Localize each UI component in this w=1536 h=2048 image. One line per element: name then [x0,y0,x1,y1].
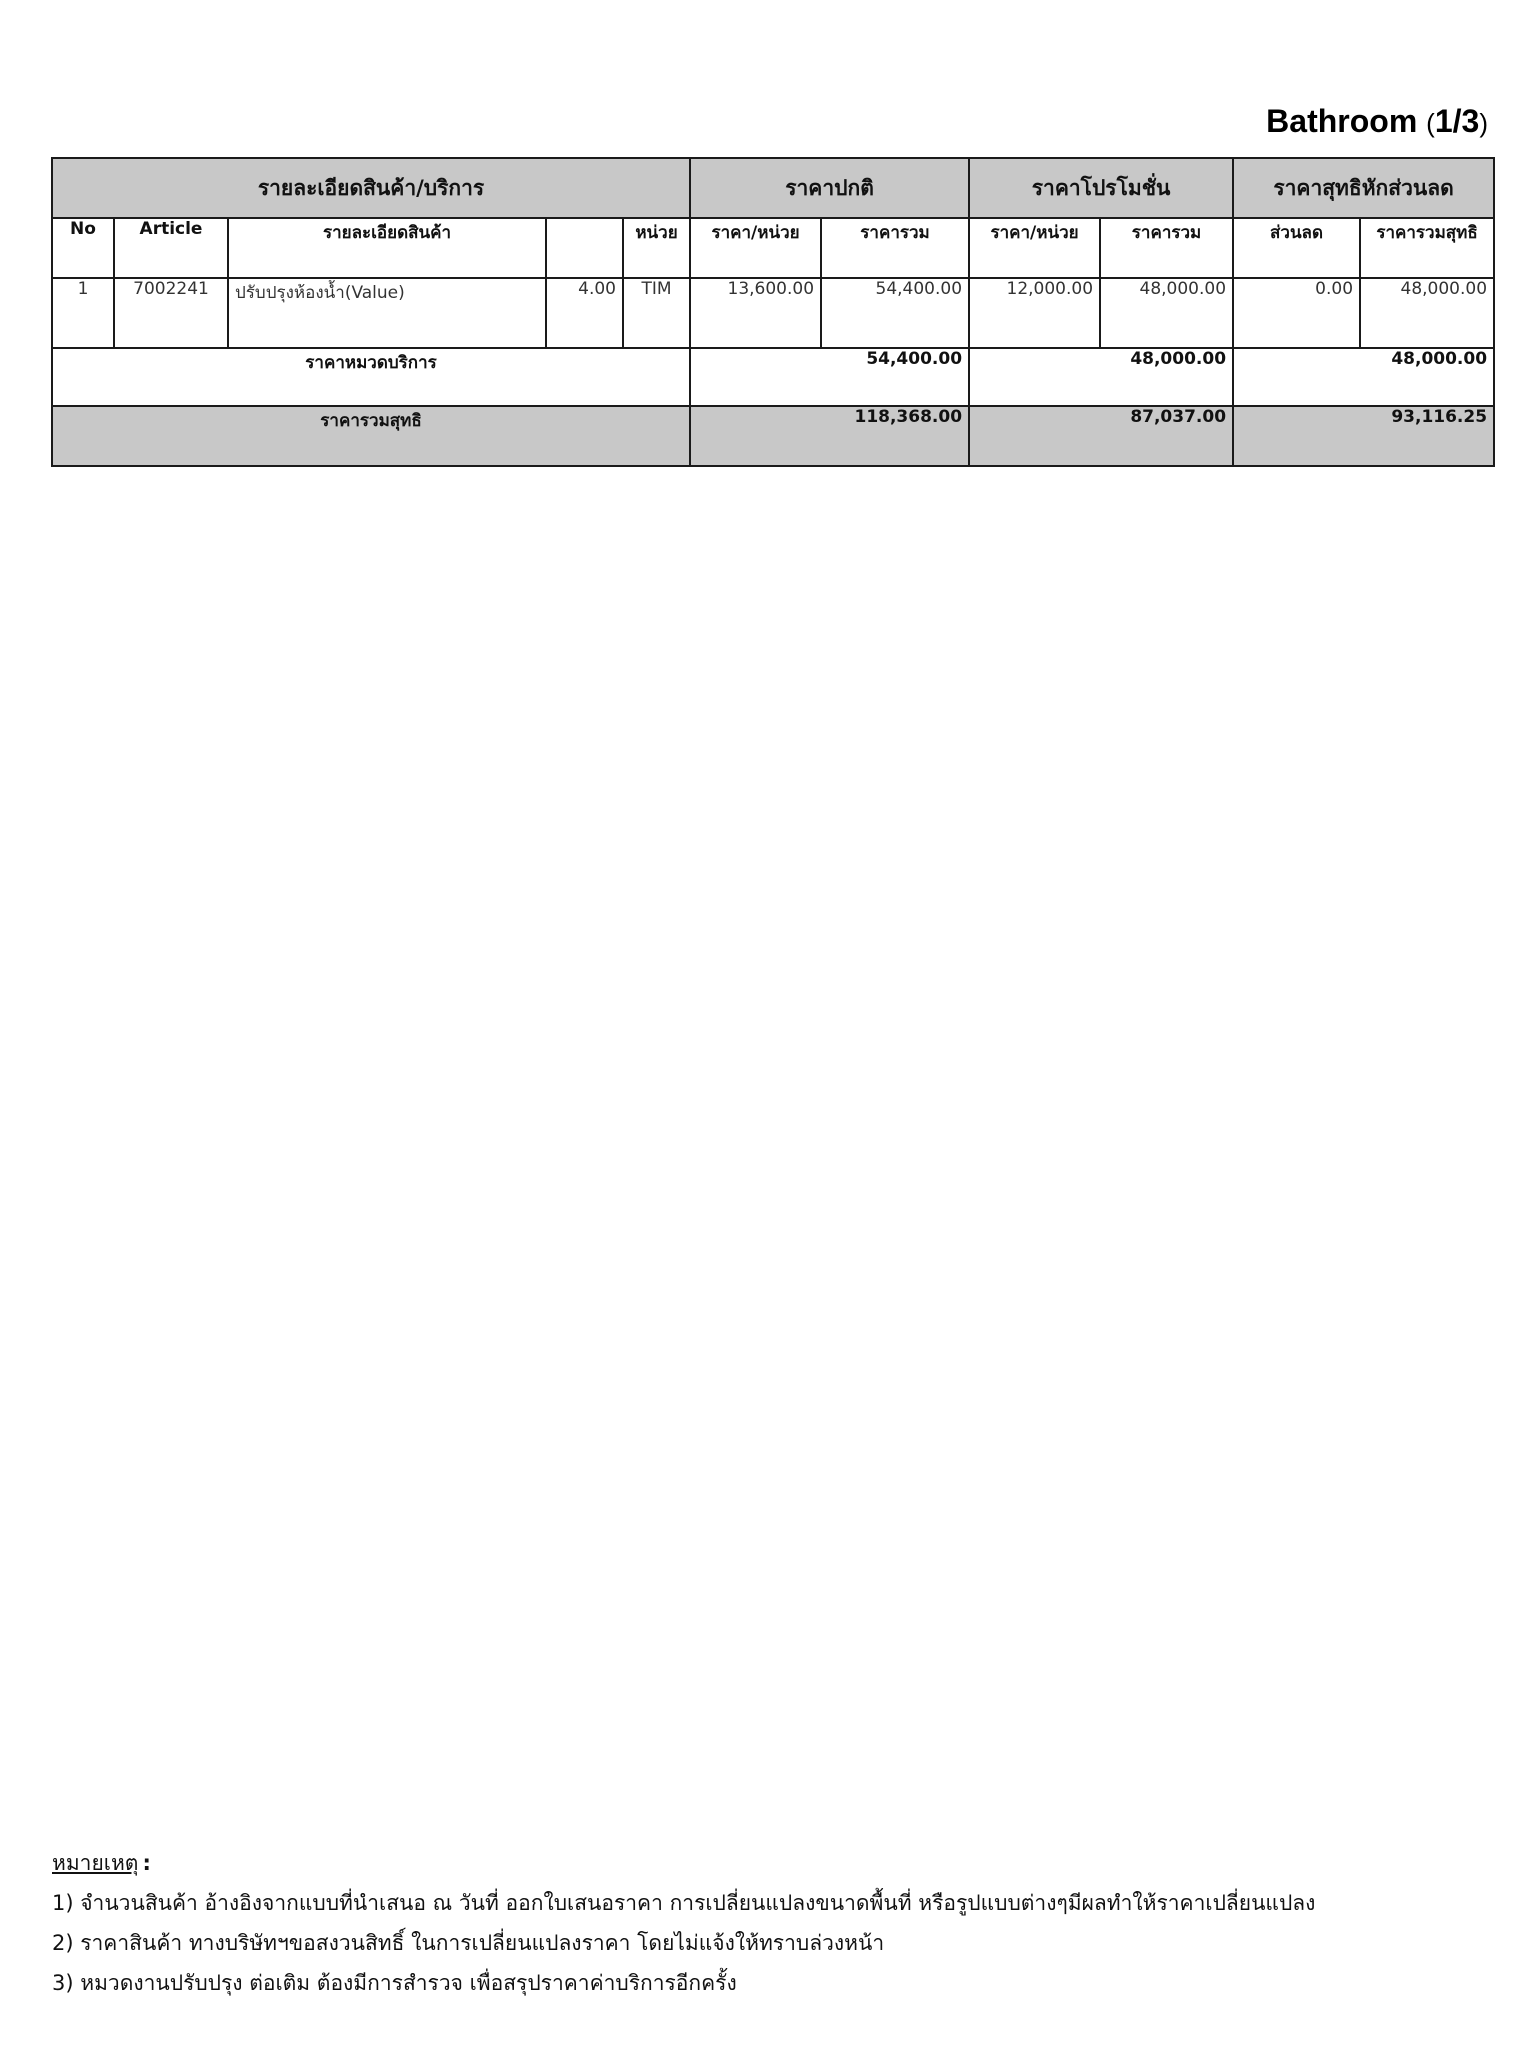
group-header-promo-price: ราคาโปรโมชั่น [969,158,1233,218]
quotation-table [51,157,1495,467]
page-title-open-paren: ( [1426,108,1435,138]
column-header-normal-unit-price: ราคา/หน่วย [690,218,821,278]
cell-normal-unit-price: 13,600.00 [690,278,821,348]
group-header-row [52,158,1494,218]
column-header-net-total: ราคารวมสุทธิ [1360,218,1494,278]
cell-normal-total: 54,400.00 [821,278,969,348]
table-row [52,278,1494,348]
column-header-row [52,218,1494,278]
group-header-normal-price: ราคาปกติ [690,158,969,218]
remark-item: 2) ราคาสินค้า ทางบริษัทฯขอสงวนสิทธิ์ ในการเปลี่ยนแปลงราคา โดยไม่แจ้งให้ทราบล่วงหน้า [52,1931,885,1955]
column-header-unit: หน่วย [623,218,690,278]
remarks-title: หมายเหตุ [52,1851,139,1875]
subtotal-promo: 48,000.00 [969,348,1233,406]
group-header-detail: รายละเอียดสินค้า/บริการ [52,158,690,218]
column-header-discount: ส่วนลด [1233,218,1360,278]
column-header-promo-total: ราคารวม [1100,218,1233,278]
column-header-article: Article [114,218,228,278]
column-header-qty [546,218,623,278]
remarks-colon: : [142,1851,151,1875]
column-header-description: รายละเอียดสินค้า [228,218,546,278]
cell-promo-total: 48,000.00 [1100,278,1233,348]
remarks-heading [52,1843,1492,1883]
page-title [1266,103,1488,140]
column-header-no: No [52,218,114,278]
cell-article: 7002241 [114,278,228,348]
grand-total-net: 93,116.25 [1233,406,1494,466]
group-header-net-discount: ราคาสุทธิหักส่วนลด [1233,158,1494,218]
cell-discount: 0.00 [1233,278,1360,348]
column-header-promo-unit-price: ราคา/หน่วย [969,218,1100,278]
remarks-section [52,1843,1492,2003]
grand-total-promo: 87,037.00 [969,406,1233,466]
remark-item: 1) จำนวนสินค้า อ้างอิงจากแบบที่นำเสนอ ณ วันที่ ออกใบเสนอราคา การเปลี่ยนแปลงขนาดพื้นที่ หรือรูปแบบต่างๆมีผลทำให้ราคาเปลี่ยนแปลง [52,1891,1316,1915]
subtotal-row [52,348,1494,406]
page-indicator: 1/3 [1434,103,1480,139]
grand-total-row [52,406,1494,466]
page-title-close-paren: ) [1479,108,1488,138]
subtotal-net: 48,000.00 [1233,348,1494,406]
cell-unit: TIM [623,278,690,348]
subtotal-normal: 54,400.00 [690,348,969,406]
cell-net-total: 48,000.00 [1360,278,1494,348]
cell-promo-unit-price: 12,000.00 [969,278,1100,348]
grand-total-label: ราคารวมสุทธิ [52,406,690,466]
remark-item: 3) หมวดงานปรับปรุง ต่อเติม ต้องมีการสำรวจ เพื่อสรุปราคาค่าบริการอีกครั้ง [52,1971,737,1995]
grand-total-normal: 118,368.00 [690,406,969,466]
cell-description: ปรับปรุงห้องน้ำ(Value) [228,278,546,348]
cell-qty: 4.00 [546,278,623,348]
column-header-normal-total: ราคารวม [821,218,969,278]
page-title-main: Bathroom [1266,103,1418,139]
subtotal-label: ราคาหมวดบริการ [52,348,690,406]
cell-no: 1 [52,278,114,348]
